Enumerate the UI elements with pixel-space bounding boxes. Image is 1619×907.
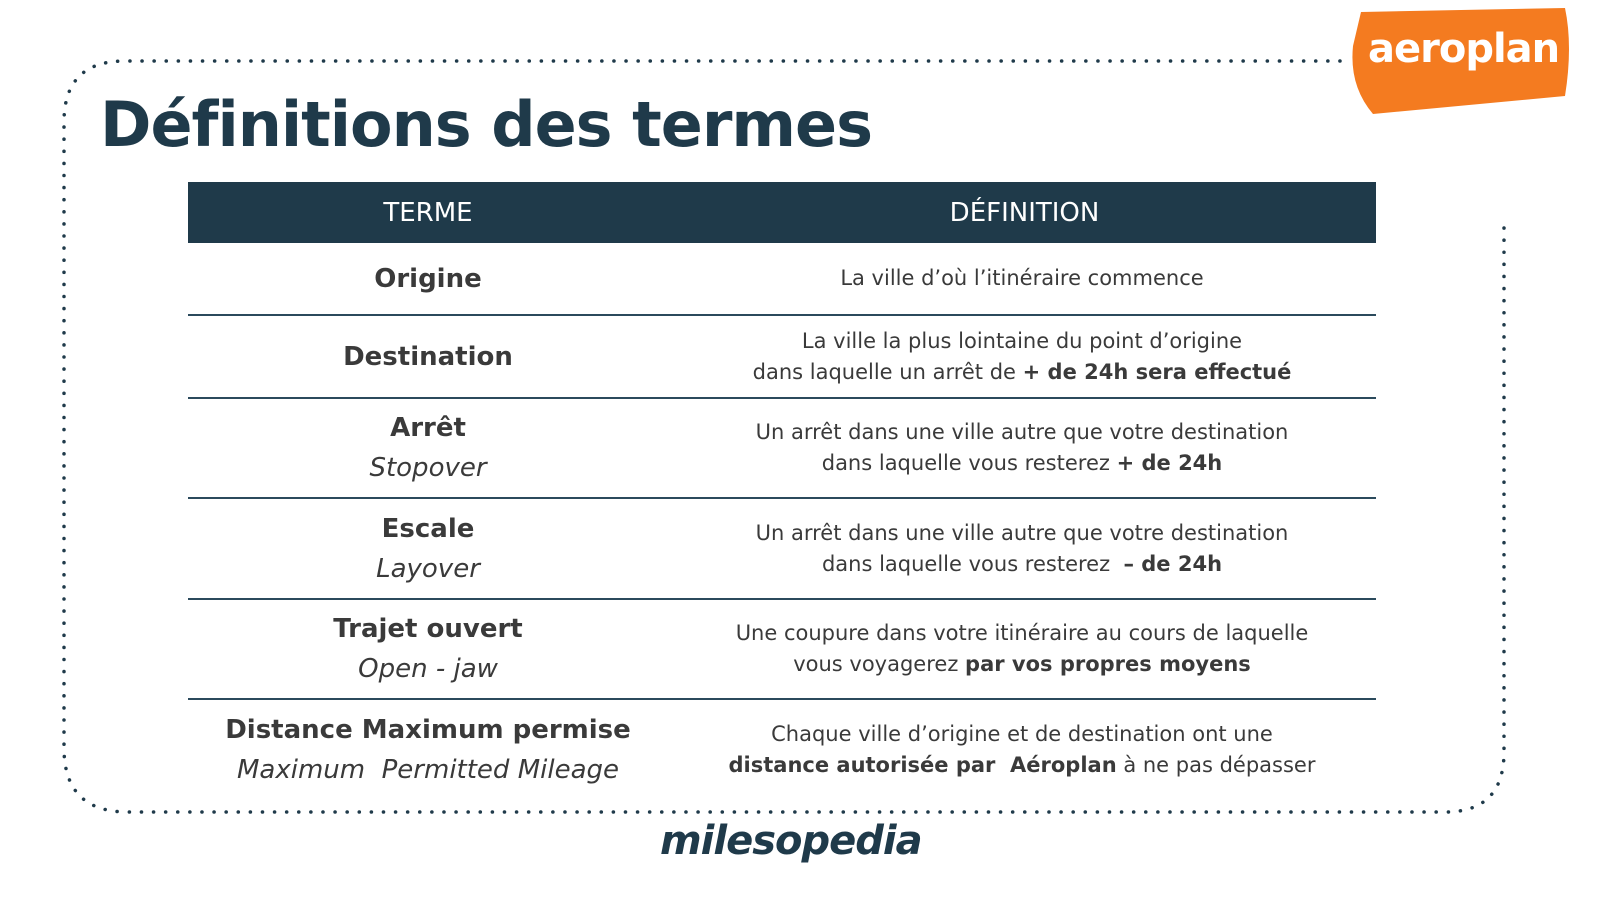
definitions-table [188, 182, 1376, 800]
definition-emphasis: distance autorisée par Aéroplan [728, 753, 1117, 777]
table-row [188, 243, 1376, 316]
table-row [188, 399, 1376, 499]
term-english: Layover [376, 553, 480, 584]
definition-emphasis: + de 24h sera effectué [1022, 359, 1292, 384]
term-cell [188, 509, 668, 589]
term-label: Distance Maximum permise [225, 715, 631, 745]
definition-line [668, 549, 1376, 580]
header-term: TERME [383, 197, 473, 228]
definition-line [668, 649, 1376, 680]
table-row [188, 600, 1376, 700]
term-english: Open - jaw [358, 654, 498, 684]
page-title: Définitions des termes [100, 88, 872, 161]
definition-emphasis: – de 24h [1123, 551, 1223, 576]
definition-text: dans laquelle vous resterez [821, 451, 1117, 475]
definition-line: Une coupure dans votre itinéraire au cours de laquelle [735, 621, 1309, 645]
definition-cell [668, 618, 1376, 680]
definition-text: dans laquelle un arrêt de [752, 359, 1023, 384]
table-header [188, 182, 1376, 243]
definition-line [668, 357, 1376, 388]
definition-cell [668, 518, 1376, 580]
definition-text: à ne pas dépasser [1116, 753, 1316, 777]
definition-cell [668, 326, 1376, 388]
table-row [188, 499, 1376, 600]
definition-line: Un arrêt dans une ville autre que votre destination [755, 520, 1289, 545]
term-cell [188, 408, 668, 488]
table-row [188, 316, 1376, 399]
header-definition: DÉFINITION [949, 197, 1100, 228]
term-english: Stopover [369, 453, 487, 483]
term-cell [188, 609, 668, 689]
term-label: Escale [381, 513, 475, 544]
definition-line: La ville d’où l’itinéraire commence [840, 266, 1204, 290]
definition-emphasis: par vos propres moyens [965, 652, 1251, 676]
term-english: Maximum Permitted Mileage [236, 755, 619, 785]
definition-cell [668, 417, 1376, 479]
definition-cell [668, 263, 1376, 294]
definition-line [668, 448, 1376, 479]
term-cell [188, 710, 668, 790]
definition-emphasis: + de 24h [1116, 451, 1223, 475]
table-row [188, 700, 1376, 800]
aeroplan-logo-text: aeroplan [1368, 26, 1560, 72]
definition-line: La ville la plus lointaine du point d’origine [801, 328, 1243, 353]
term-cell [188, 259, 668, 299]
definition-text: dans laquelle vous resterez [821, 551, 1124, 576]
definition-line: Un arrêt dans une ville autre que votre destination [755, 420, 1289, 444]
definition-cell [668, 719, 1376, 781]
term-cell [188, 337, 668, 377]
definition-line: Chaque ville d’origine et de destination ont une [771, 722, 1273, 746]
definition-text: vous voyagerez [793, 652, 966, 676]
definition-line [668, 750, 1376, 781]
term-label: Origine [374, 263, 482, 294]
term-label: Arrêt [390, 413, 466, 443]
milesopedia-logo: milesopedia [660, 818, 922, 864]
term-label: Destination [343, 341, 513, 372]
term-label: Trajet ouvert [333, 614, 523, 644]
